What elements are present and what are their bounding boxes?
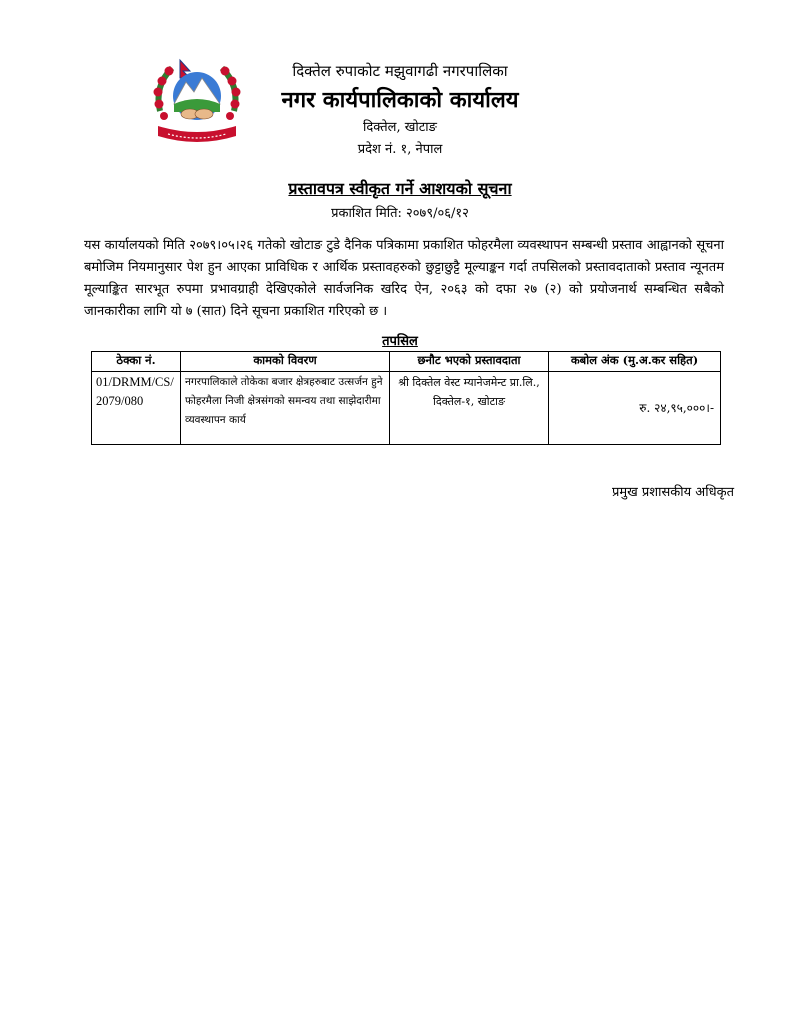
notice-title: प्रस्तावपत्र स्वीकृत गर्ने आशयको सूचना xyxy=(288,179,512,198)
published-date: प्रकाशित मिति: २०७९/०६/१२ xyxy=(331,206,469,221)
header-bid-amount: कबोल अंक (मु.अ.कर सहित) xyxy=(549,352,721,372)
office-name: नगर कार्यपालिकाको कार्यालय xyxy=(281,87,519,113)
office-location: दिक्तेल, खोटाङ xyxy=(363,120,437,135)
letterhead xyxy=(0,0,800,170)
bid-amount: रु. २४,९५,०००।- xyxy=(549,372,721,445)
header-work-description: कामको विवरण xyxy=(181,352,390,372)
table-row xyxy=(92,372,721,445)
bid-table xyxy=(91,351,721,445)
municipality-name: दिक्तेल रुपाकोट मझुवागढी नगरपालिका xyxy=(292,62,508,80)
province-line: प्रदेश नं. १, नेपाल xyxy=(357,142,443,157)
notice-body: यस कार्यालयको मिति २०७९।०५।२६ गतेको खोटाङ टुडे दैनिक पत्रिकामा प्रकाशित फोहरमैला व्यवस्थापन सम्बन्धी प्रस्ताव आह्वानको सूचना बमोजिम नियमानुसार पेश हुन आएका प्राविधिक र आर्थिक प्रस्तावहरुको छुट्टाछुट्टै मूल्याङ्कन गर्दा तपसिलको प्रस्तावदाताको प्रस्ताव न्यूनतम मूल्याङ्कित सारभूत रुपमा प्रभावग्राही देखिएकोले सार्वजनिक खरिद ऐन, २०६३ को दफा २७ (२) को प्रयोजनार्थ सम्बन्धित सबैको जानकारीका लागि यो ७ (सात) दिने सूचना प्रकाशित गरिएको छ । xyxy=(84,238,724,319)
signatory-title: प्रमुख प्रशासकीय अधिकृत xyxy=(611,485,734,500)
header-selected-bidder: छनौट भएको प्रस्तावदाता xyxy=(390,352,549,372)
selected-bidder: श्री दिक्तेल वेस्ट म्यानेजमेन्ट प्रा.लि., दिक्तेल-१, खोटाङ xyxy=(390,372,549,445)
contract-number: 01/DRMM/CS/2079/080 xyxy=(92,372,181,445)
header-contract-no: ठेक्का नं. xyxy=(92,352,181,372)
schedule-title: तपसिल xyxy=(382,334,418,349)
work-description: नगरपालिकाले तोकेका बजार क्षेत्रहरुबाट उत्सर्जन हुने फोहरमैला निजी क्षेत्रसंगको समन्वय तथा साझेदारीमा व्यवस्थापन कार्य xyxy=(181,372,390,445)
table-header-row xyxy=(92,352,721,372)
